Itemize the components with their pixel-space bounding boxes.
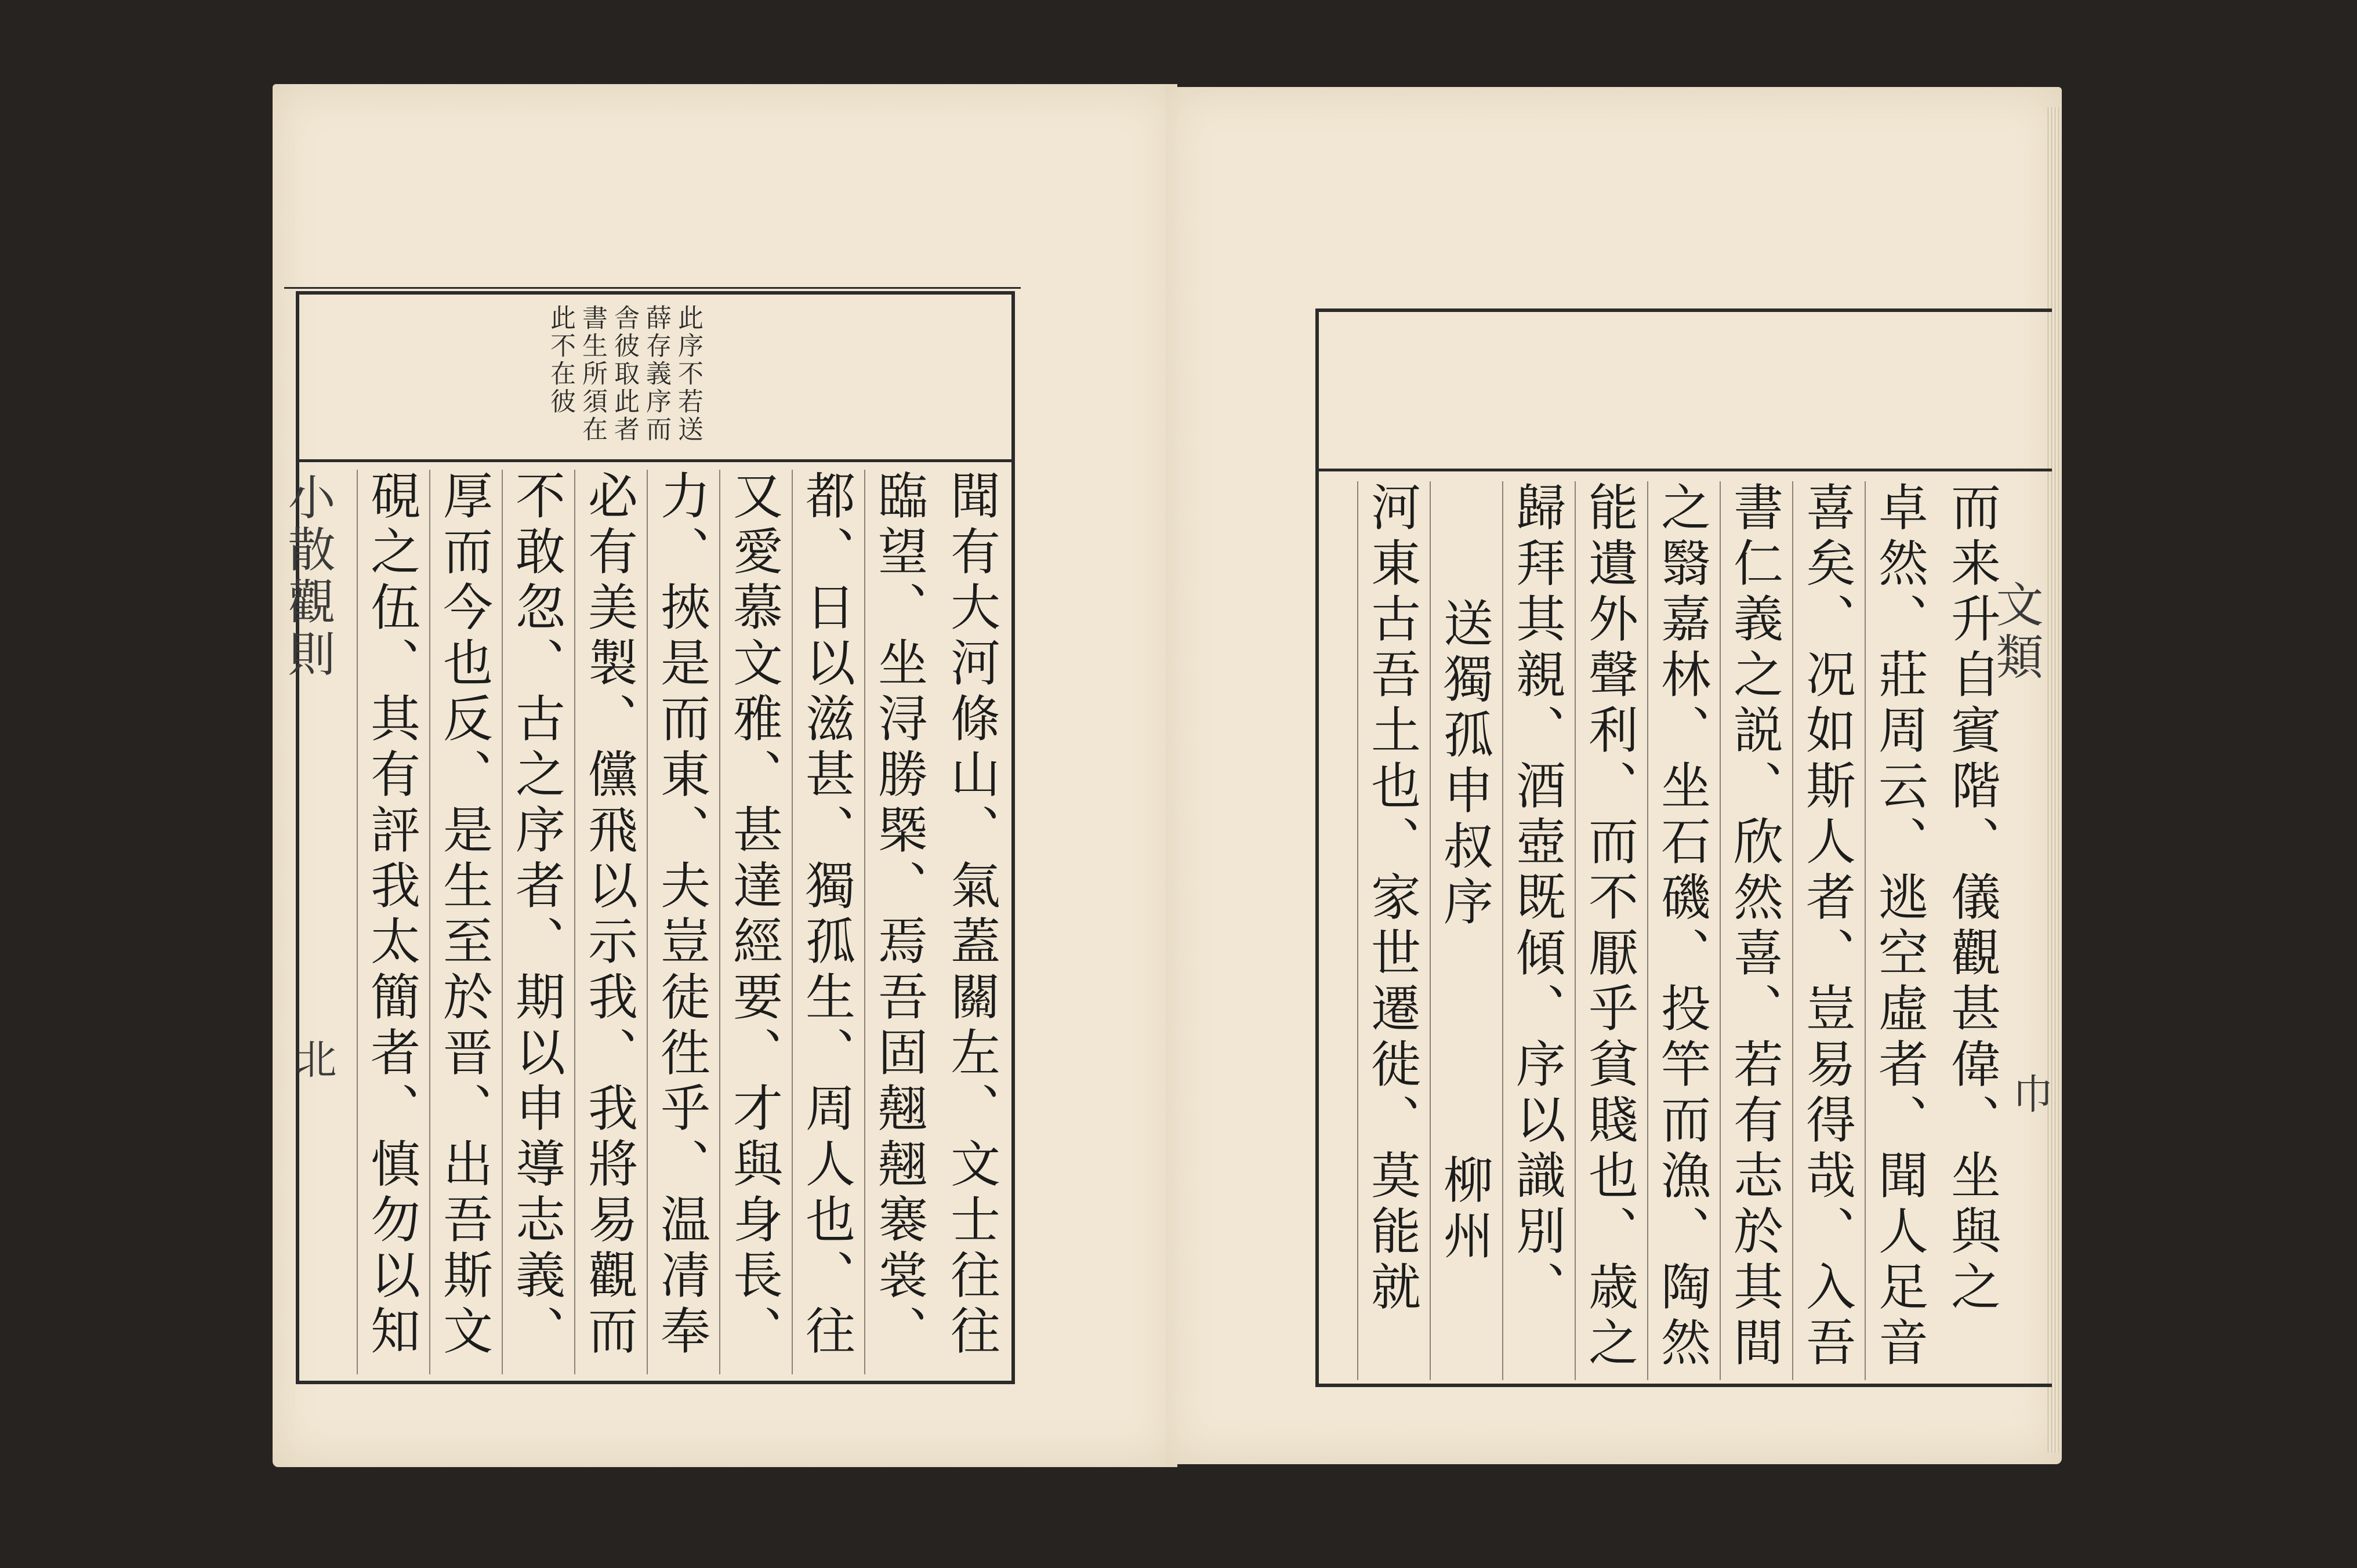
- right-margin-mark: 巾: [2006, 1073, 2054, 1118]
- text-column: 硯之伍、其有評我太簡者、慎勿以知: [357, 470, 425, 1374]
- text-column: 都、日以滋甚、獨孤生、周人也、往: [792, 470, 860, 1374]
- left-header-rule: [296, 459, 1015, 462]
- text-column: 河東古吾土也、家世遷徙、莫能就: [1357, 481, 1426, 1380]
- text-column: 能遺外聲利、而不厭乎貧賤也、歳之: [1575, 481, 1643, 1380]
- text-column: 喜矣、况如斯人者、豈易得哉、入吾: [1792, 481, 1861, 1380]
- text-column: 不敢忽、古之序者、期以申導志義、: [502, 470, 570, 1374]
- header-note-line: 書生所須在: [578, 304, 607, 444]
- left-margin-mark: 北: [289, 1038, 337, 1083]
- header-note-line: 薛存義序而: [641, 304, 671, 444]
- text-column: 歸拜其親、酒壺既傾、序以識別、: [1502, 481, 1571, 1380]
- header-note-line: 舎彼取此者: [610, 304, 639, 444]
- right-margin-title: 文類: [1988, 580, 2043, 684]
- right-header-rule: [1315, 469, 2052, 471]
- text-column: 厚而今也反、是生至於晋、出吾斯文: [429, 470, 498, 1374]
- left-margin-title: 小散觀則: [280, 473, 335, 681]
- text-column: 送獨孤申叔序 柳州: [1430, 481, 1498, 1380]
- text-column: 卓然、莊周云、逃空虛者、聞人足音: [1865, 481, 1933, 1380]
- text-column: 書仁義之説、欣然喜、若有志於其間: [1720, 481, 1788, 1380]
- header-note-line: 此序不若送: [673, 304, 703, 444]
- text-column: 之翳嘉林、坐石磯、投竿而漁、陶然: [1647, 481, 1716, 1380]
- text-column: 又愛慕文雅、甚達經要、才與身長、: [719, 470, 788, 1374]
- text-column: 必有美製、儻飛以示我、我將易觀而: [574, 470, 643, 1374]
- text-column: 而来升自賓階、儀觀甚偉、坐與之: [1942, 481, 2000, 1316]
- left-top-rule: [284, 287, 1021, 289]
- text-column: 臨望、坐浔勝槩、焉吾固翹翹褰裳、: [864, 470, 933, 1374]
- header-note-line: 此不在彼: [546, 304, 575, 416]
- text-column: 力、挾是而東、夫豈徒徃乎、温凊奉: [647, 470, 715, 1374]
- text-column: 聞有大河條山、氣蓋關左、文士往往: [942, 470, 1000, 1360]
